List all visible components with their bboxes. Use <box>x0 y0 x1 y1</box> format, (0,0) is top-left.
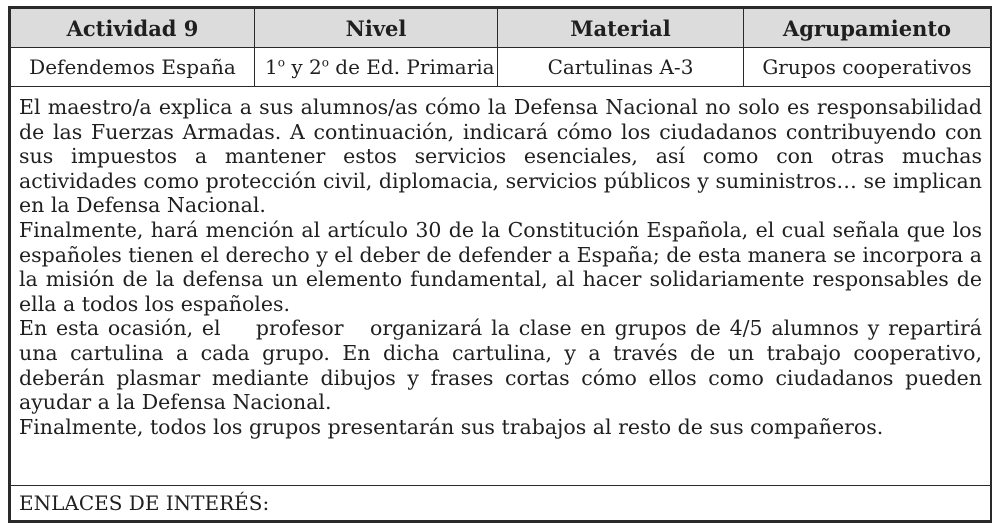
header-level: Nivel <box>255 9 498 48</box>
level-first-ordinal: o <box>277 55 285 70</box>
links-row <box>11 486 991 521</box>
description-paragraph-3: En esta ocasión, el profesor organizará la clase en grupos de 4/5 alumnos y repartirá una cartulina a cada grupo. En dicha cartulina, y a través de un trabajo cooperativo, deberán plasmar mediante dibujos y frases cortas cómo ellos como ciudadanos pueden ayudar a la Defensa Nacional. <box>19 316 989 415</box>
level-stage: de Ed. Primaria <box>328 55 495 79</box>
description-paragraph-2: Finalmente, hará mención al artículo 30 de la Constitución Española, el cual señala que los españoles tienen el derecho y el deber de defender a España; de esta manera se incorpora a la misión de la defensa un elemento fundamental, al hacer solidariamente responsables de ella a todos los españoles. <box>19 217 982 316</box>
activity-table <box>10 8 991 521</box>
header-activity: Actividad 9 <box>11 9 255 48</box>
cell-grouping: Grupos cooperativos <box>744 48 991 87</box>
header-row <box>11 9 991 48</box>
level-second-ordinal: o <box>321 55 329 70</box>
description-paragraph-1: El maestro/a explica a sus alumnos/as cómo la Defensa Nacional no solo es responsabilidad de las Fuerzas Armadas. A continuación, indicará cómo los ciudadanos contribuyendo con sus impuestos a mantener estos servicios esenciales, así como con otras muchas actividades como protección civil, diplomacia, servicios públicos y suministros… se implican en la Defensa Nacional. <box>19 95 982 218</box>
info-row <box>11 48 991 87</box>
description-row <box>11 87 991 486</box>
level-first: 1 <box>265 55 278 79</box>
links-label: ENLACES DE INTERÉS: <box>11 486 991 521</box>
cell-level <box>255 48 498 87</box>
cell-material: Cartulinas A-3 <box>498 48 744 87</box>
level-second: y 2 <box>284 55 322 79</box>
header-grouping: Agrupamiento <box>744 9 991 48</box>
description-cell <box>11 87 991 486</box>
header-material: Material <box>498 9 744 48</box>
activity-sheet <box>8 6 992 523</box>
description-paragraph-4: Finalmente, todos los grupos presentarán sus trabajos al resto de sus compañeros. <box>19 414 884 439</box>
cell-activity-name: Defendemos España <box>11 48 255 87</box>
